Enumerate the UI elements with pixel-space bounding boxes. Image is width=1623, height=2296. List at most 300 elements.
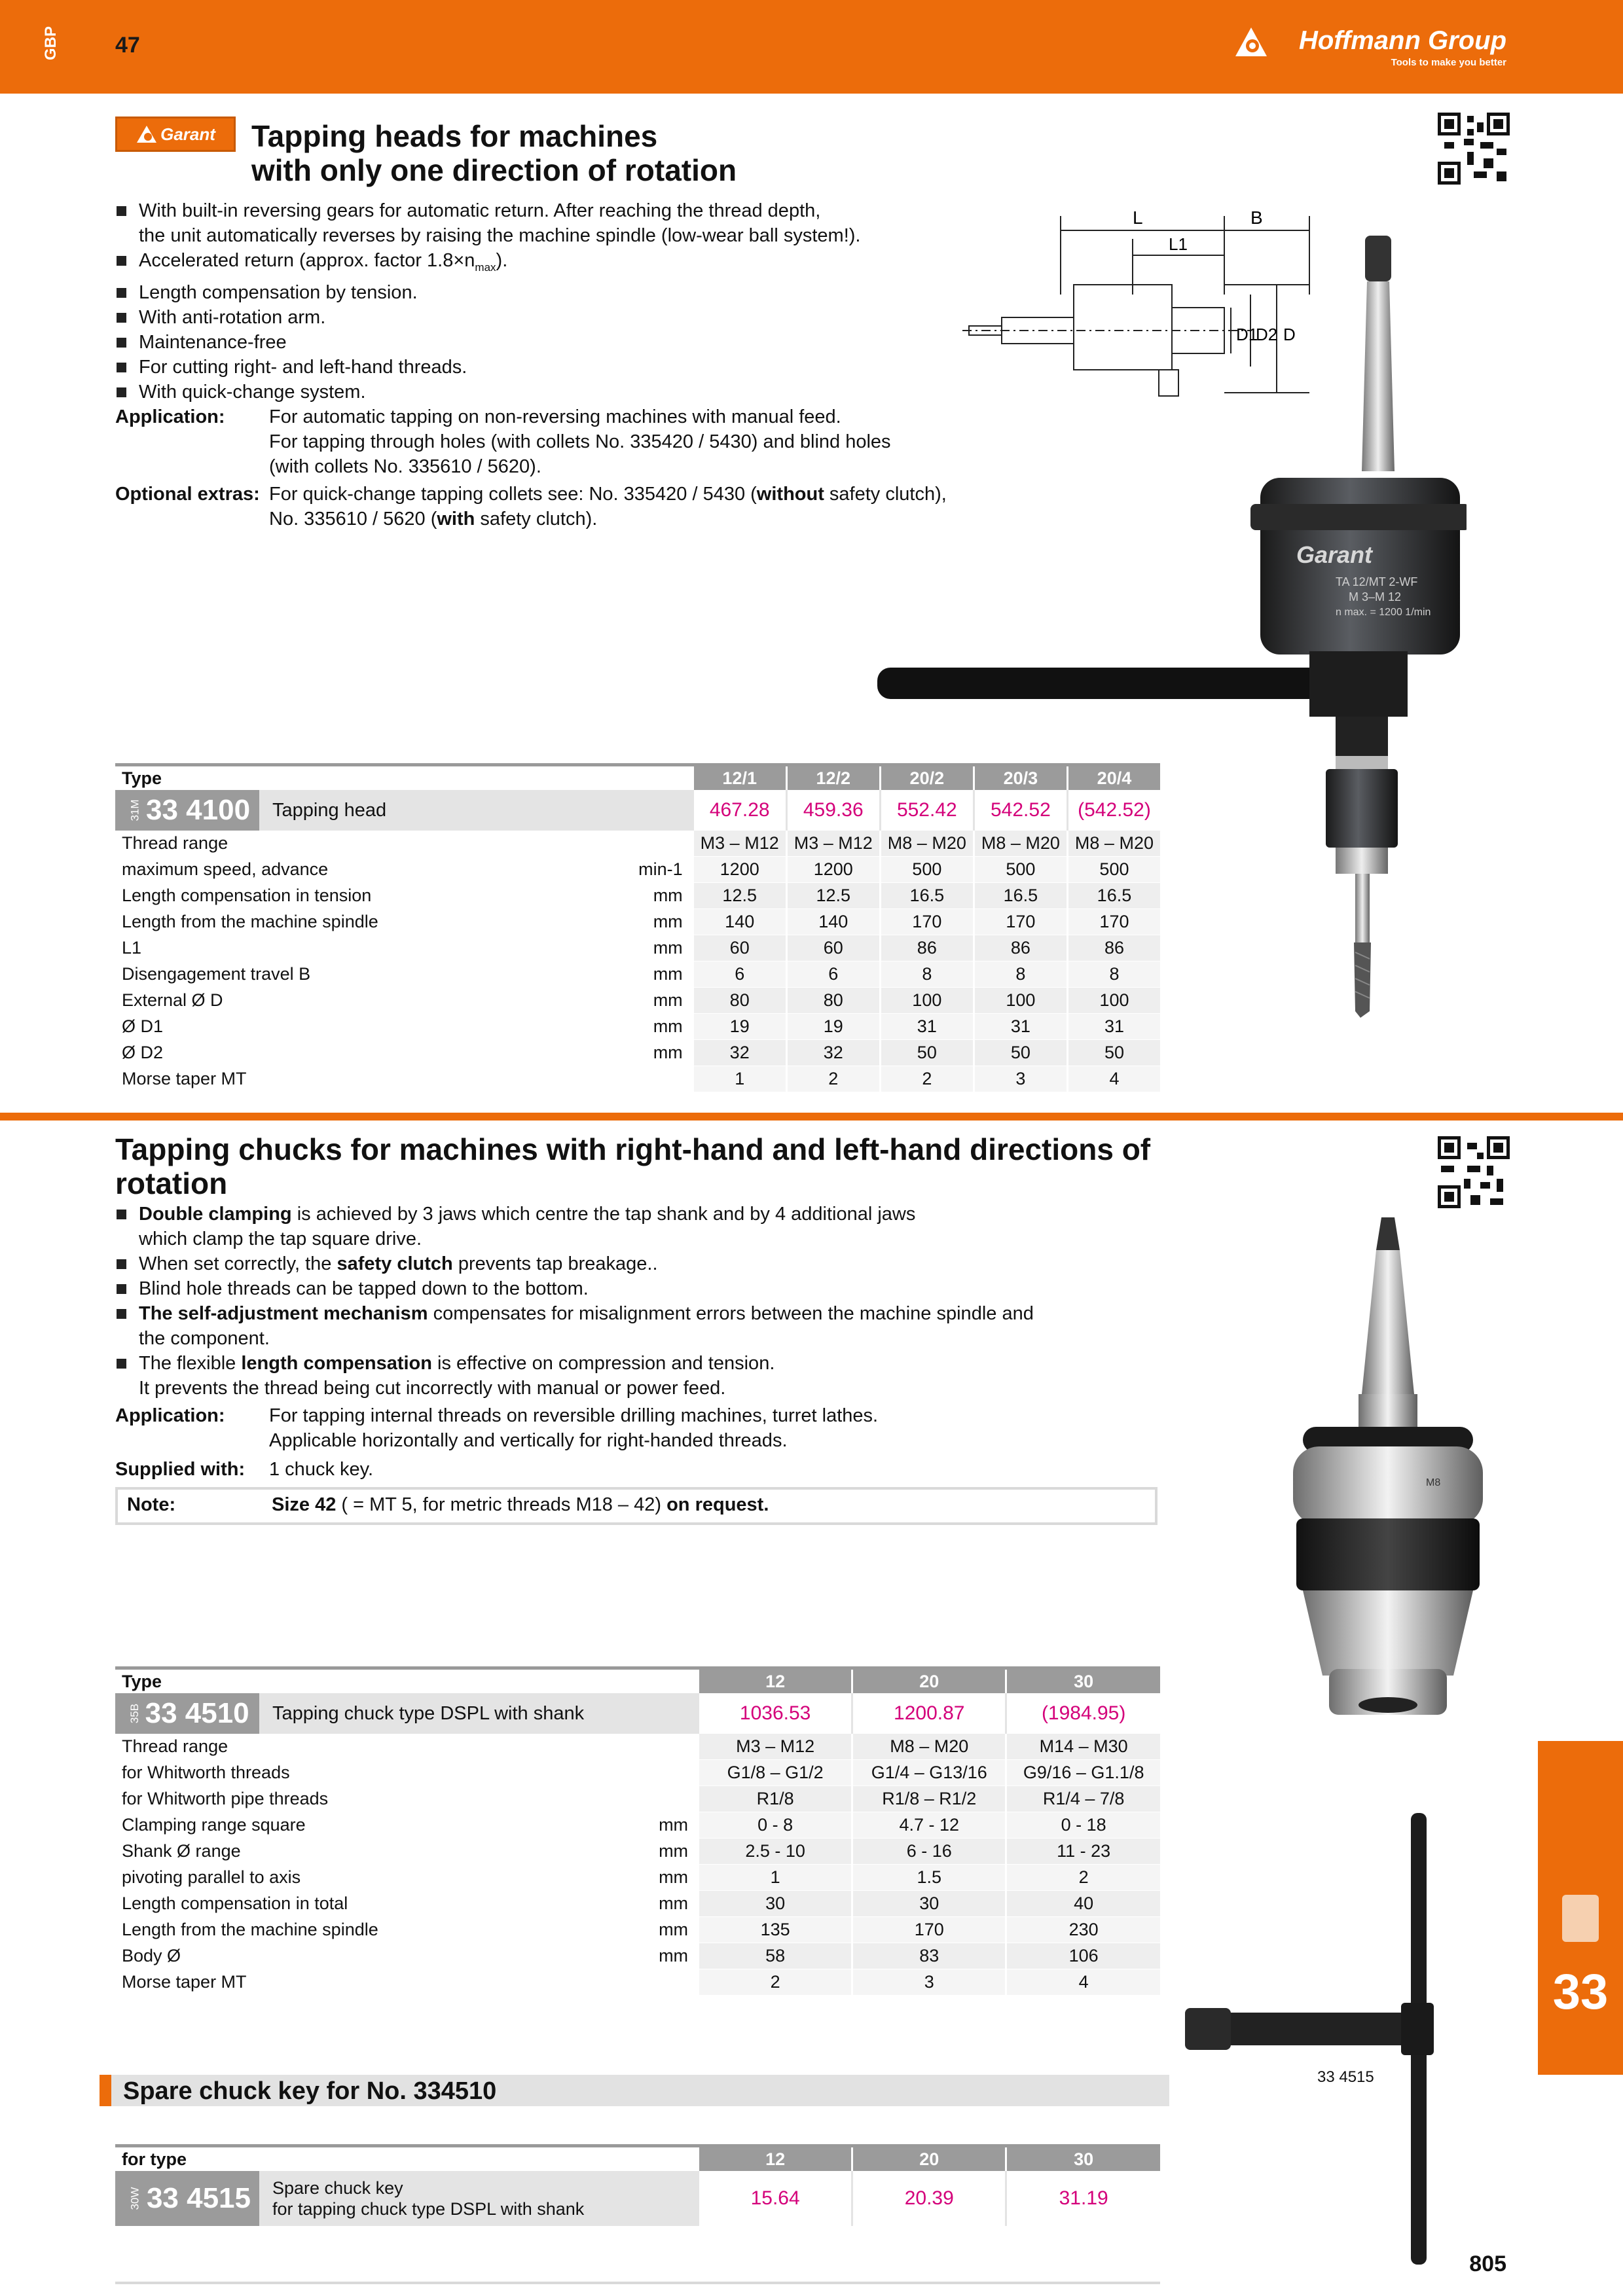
cell-value: R1/8 – R1/2 xyxy=(852,1786,1006,1812)
table-row xyxy=(115,1917,1160,1943)
cell-value: 80 xyxy=(786,988,880,1014)
column-header: 20 xyxy=(852,2146,1006,2172)
cell-value: 31 xyxy=(1067,1014,1160,1040)
application-label: Application: xyxy=(115,406,225,427)
price: (1984.95) xyxy=(1006,1693,1160,1734)
cell-value: 6 xyxy=(693,961,786,988)
cell-value: 6 - 16 xyxy=(852,1839,1006,1865)
cell-value: 100 xyxy=(880,988,974,1014)
table-row xyxy=(115,831,1160,857)
price: 1200.87 xyxy=(852,1693,1006,1734)
table-row xyxy=(115,988,1160,1014)
cell-value: 2 xyxy=(786,1066,880,1092)
feature-item xyxy=(115,1251,1189,1276)
feature-text: is achieved by 3 jaws which centre the tap shank and by 4 additional jaws xyxy=(291,1204,916,1225)
cell-value: 1200 xyxy=(693,857,786,883)
qr-code-2 xyxy=(1438,1136,1510,1208)
engraving-line: TA 12/MT 2-WF xyxy=(1336,575,1418,588)
cell-value: 2 xyxy=(699,1969,852,1996)
article-code: 30W xyxy=(128,2187,141,2210)
side-code: GBP xyxy=(42,26,60,61)
column-header: 12/2 xyxy=(786,765,880,791)
cell-value: G1/8 – G1/2 xyxy=(699,1760,852,1786)
dim-label-d1: D1 xyxy=(1236,325,1258,344)
garant-logo-text: Garant xyxy=(160,124,215,144)
cell-value: M14 – M30 xyxy=(1006,1734,1160,1760)
cell-value: 230 xyxy=(1006,1917,1160,1943)
garant-mark-icon xyxy=(136,124,158,144)
table-row xyxy=(115,1812,1160,1839)
section2-title-line1: Tapping chucks for machines with right-hand and left-hand directions of xyxy=(115,1132,1151,1166)
extras-block xyxy=(115,482,966,531)
row-label: External Ø D xyxy=(115,988,531,1014)
article-number: 33 4100 xyxy=(146,794,251,826)
cell-value: 30 xyxy=(699,1891,852,1917)
row-unit xyxy=(534,1786,698,1812)
cell-value: 1 xyxy=(699,1865,852,1891)
cell-value: 500 xyxy=(880,857,974,883)
tapping-head-table xyxy=(115,763,1160,1092)
type-label: Type xyxy=(115,1668,699,1694)
feature-text-cont: the component. xyxy=(139,1328,270,1349)
article-number-box xyxy=(115,2171,259,2226)
table-row xyxy=(115,1040,1160,1066)
price: 467.28 xyxy=(693,790,786,831)
cell-value: 16.5 xyxy=(974,883,1067,909)
chuck-key-label: 33 4515 xyxy=(1317,2068,1374,2086)
column-header: 20/2 xyxy=(880,765,974,791)
row-unit xyxy=(531,1066,693,1092)
cell-value: 8 xyxy=(1067,961,1160,988)
application-line: For tapping internal threads on reversible drilling machines, turret lathes. xyxy=(269,1405,879,1426)
spec-rows xyxy=(115,1734,1160,1996)
extras-line xyxy=(269,482,947,507)
row-label: for Whitworth threads xyxy=(115,1760,534,1786)
tapping-chuck-image xyxy=(1283,1217,1506,1721)
feature-item xyxy=(115,1202,1189,1251)
note-mid: ( = MT 5, for metric threads M18 – 42) xyxy=(336,1494,667,1515)
supplied-label: Supplied with: xyxy=(115,1459,246,1480)
column-header: 20/4 xyxy=(1067,765,1160,791)
price: 31.19 xyxy=(1006,2171,1160,2226)
extras-line xyxy=(269,507,947,531)
cell-value: 19 xyxy=(693,1014,786,1040)
cell-value: 11 - 23 xyxy=(1006,1839,1160,1865)
price: 1036.53 xyxy=(699,1693,852,1734)
table-row xyxy=(115,1943,1160,1969)
article-cell xyxy=(115,790,693,831)
dim-label-d2: D2 xyxy=(1256,325,1278,344)
engraving-line: n max. = 1200 1/min xyxy=(1336,607,1431,618)
section1-title-line2: with only one direction of rotation xyxy=(251,153,737,187)
feature-item xyxy=(115,305,966,330)
type-label: for type xyxy=(115,2146,699,2172)
price: (542.52) xyxy=(1067,790,1160,831)
section2-title xyxy=(115,1132,1189,1200)
row-label: Clamping range square xyxy=(115,1812,534,1839)
dim-label-l: L xyxy=(1133,207,1143,228)
tap-chapter-icon xyxy=(1562,1895,1599,1942)
row-label: Length from the machine spindle xyxy=(115,909,531,935)
column-header: 12 xyxy=(699,1668,852,1694)
cell-value: M3 – M12 xyxy=(699,1734,852,1760)
cell-value: 6 xyxy=(786,961,880,988)
cell-value: 2 xyxy=(1006,1865,1160,1891)
row-unit xyxy=(534,1969,698,1996)
cell-value: 8 xyxy=(974,961,1067,988)
application-text xyxy=(269,404,891,479)
cell-value: 1 xyxy=(693,1066,786,1092)
cell-value: 19 xyxy=(786,1014,880,1040)
extras-part: safety clutch). xyxy=(475,508,598,529)
column-header: 20/3 xyxy=(974,765,1067,791)
article-cell xyxy=(115,2171,699,2226)
feature-text: When set correctly, the xyxy=(139,1253,337,1274)
feature-text: Length compensation by tension. xyxy=(139,281,418,303)
extras-text xyxy=(269,482,947,531)
feature-text: With anti-rotation arm. xyxy=(139,306,326,328)
feature-item xyxy=(115,1301,1189,1351)
row-unit: mm xyxy=(531,1014,693,1040)
note-label: Note: xyxy=(127,1494,176,1515)
article-code: 31M xyxy=(128,799,141,821)
row-unit: mm xyxy=(534,1917,698,1943)
table-row xyxy=(115,1734,1160,1760)
extras-bold: with xyxy=(437,508,475,529)
cell-value: 58 xyxy=(699,1943,852,1969)
cell-value: 170 xyxy=(852,1917,1006,1943)
feature-text-cont: which clamp the tap square drive. xyxy=(139,1229,422,1249)
cell-value: 50 xyxy=(974,1040,1067,1066)
garant-logo xyxy=(115,117,236,152)
note-box xyxy=(115,1487,1158,1525)
cell-value: 2.5 - 10 xyxy=(699,1839,852,1865)
row-unit: mm xyxy=(531,988,693,1014)
spec-rows xyxy=(115,831,1160,1092)
section1-title xyxy=(251,119,737,187)
feature-bold: Double clamping xyxy=(139,1204,292,1225)
feature-item xyxy=(115,1276,1189,1301)
spare-key-title: Spare chuck key for No. 334510 xyxy=(123,2077,497,2105)
cell-value: 32 xyxy=(786,1040,880,1066)
feature-bold: length compensation xyxy=(241,1353,432,1374)
supplied-text: 1 chuck key. xyxy=(269,1459,374,1480)
cell-value: 0 - 18 xyxy=(1006,1812,1160,1839)
type-label: Type xyxy=(115,765,693,791)
cell-value: 135 xyxy=(699,1917,852,1943)
row-label: Shank Ø range xyxy=(115,1839,534,1865)
table-row xyxy=(115,1066,1160,1092)
tapping-chuck-table xyxy=(115,1666,1160,1996)
price: 552.42 xyxy=(880,790,974,831)
row-label: Body Ø xyxy=(115,1943,534,1969)
page-number-bottom: 805 xyxy=(1469,2251,1506,2276)
row-unit xyxy=(534,1734,698,1760)
row-unit: mm xyxy=(531,935,693,961)
cell-value: 16.5 xyxy=(1067,883,1160,909)
feature-text: prevents tap breakage.. xyxy=(452,1253,658,1274)
feature-text: The flexible xyxy=(139,1353,242,1374)
row-label: Length compensation in tension xyxy=(115,883,531,909)
extras-part: For quick-change tapping collets see: No. 335420 / 5430 ( xyxy=(269,483,757,505)
price: 15.64 xyxy=(699,2171,852,2226)
table-row xyxy=(115,857,1160,883)
cell-value: 86 xyxy=(1067,935,1160,961)
qr-code-icon xyxy=(1438,113,1510,185)
cell-value: 3 xyxy=(852,1969,1006,1996)
article-row xyxy=(115,2171,1160,2226)
note-line xyxy=(127,1492,1155,1517)
row-label: Ø D1 xyxy=(115,1014,531,1040)
cell-value: 100 xyxy=(1067,988,1160,1014)
cell-value: 60 xyxy=(786,935,880,961)
section-separator xyxy=(0,1113,1623,1121)
cell-value: 106 xyxy=(1006,1943,1160,1969)
cell-value: 12.5 xyxy=(786,883,880,909)
feature-list xyxy=(115,198,966,404)
brand-name: Hoffmann Group xyxy=(1298,26,1506,55)
price: 459.36 xyxy=(786,790,880,831)
feature-list-2 xyxy=(115,1202,1189,1401)
row-unit: mm xyxy=(534,1865,698,1891)
row-label: Morse taper MT xyxy=(115,1066,531,1092)
cell-value: 83 xyxy=(852,1943,1006,1969)
cell-value: 60 xyxy=(693,935,786,961)
cell-value: M8 – M20 xyxy=(852,1734,1006,1760)
dim-label-b: B xyxy=(1250,207,1263,228)
article-cell xyxy=(115,1693,699,1734)
feature-text: Blind hole threads can be tapped down to the bottom. xyxy=(139,1278,589,1299)
cell-value: 40 xyxy=(1006,1891,1160,1917)
feature-text: compensates for misalignment errors between the machine spindle and xyxy=(428,1303,1034,1324)
cell-value: 80 xyxy=(693,988,786,1014)
cell-value: 30 xyxy=(852,1891,1006,1917)
article-number-box xyxy=(115,1693,259,1734)
cell-value: M8 – M20 xyxy=(880,831,974,857)
extras-bold: without xyxy=(756,483,824,505)
cell-value: M3 – M12 xyxy=(693,831,786,857)
cell-value: M8 – M20 xyxy=(974,831,1067,857)
hoffmann-logo-icon xyxy=(1233,24,1269,60)
row-unit: min-1 xyxy=(531,857,693,883)
application-line: Applicable horizontally and vertically for right-handed threads. xyxy=(269,1430,788,1451)
dim-label-l1: L1 xyxy=(1169,234,1188,254)
feature-text: Accelerated return (approx. factor 1.8×n xyxy=(139,250,475,271)
table-row xyxy=(115,1839,1160,1865)
table-header-row xyxy=(115,1668,1160,1694)
cell-value: 50 xyxy=(1067,1040,1160,1066)
cell-value: 16.5 xyxy=(880,883,974,909)
column-header: 20 xyxy=(852,1668,1006,1694)
feature-text-end: ). xyxy=(496,250,508,271)
cell-value: 500 xyxy=(974,857,1067,883)
feature-text: For cutting right- and left-hand threads. xyxy=(139,356,467,378)
table-header-row xyxy=(115,2146,1160,2172)
table-header-row xyxy=(115,765,1160,791)
feature-text: is effective on compression and tension. xyxy=(432,1353,775,1374)
application-line: For tapping through holes (with collets No. 335420 / 5430) and blind holes xyxy=(269,431,891,452)
page-number-top: 47 xyxy=(115,33,140,58)
cell-value: 86 xyxy=(974,935,1067,961)
cell-value: 0 - 8 xyxy=(699,1812,852,1839)
cell-value: 1200 xyxy=(786,857,880,883)
cell-value: 140 xyxy=(693,909,786,935)
row-unit: mm xyxy=(531,1040,693,1066)
feature-item xyxy=(115,330,966,355)
cell-value: 4 xyxy=(1006,1969,1160,1996)
row-label: Ø D2 xyxy=(115,1040,531,1066)
article-number: 33 4510 xyxy=(145,1697,249,1729)
row-label: Thread range xyxy=(115,831,531,857)
note-bold: Size 42 xyxy=(272,1494,337,1515)
table-row xyxy=(115,1891,1160,1917)
feature-text-cont: It prevents the thread being cut incorrectly with manual or power feed. xyxy=(139,1378,726,1399)
row-unit: mm xyxy=(531,961,693,988)
row-unit xyxy=(531,831,693,857)
application-line: (with collets No. 335610 / 5620). xyxy=(269,456,541,477)
feature-text: With quick-change system. xyxy=(139,381,366,403)
table-row xyxy=(115,909,1160,935)
feature-text-cont: the unit automatically reverses by raising the machine spindle (low-wear ball system!). xyxy=(139,225,861,246)
cell-value: 3 xyxy=(974,1066,1067,1092)
row-label: for Whitworth pipe threads xyxy=(115,1786,534,1812)
row-unit: mm xyxy=(534,1812,698,1839)
article-number: 33 4515 xyxy=(146,2182,251,2214)
application-label: Application: xyxy=(115,1405,225,1426)
brand-slogan: Tools to make you better xyxy=(1391,57,1506,68)
row-label: Length from the machine spindle xyxy=(115,1917,534,1943)
cell-value: 8 xyxy=(880,961,974,988)
cell-value: R1/8 xyxy=(699,1786,852,1812)
cell-value: G9/16 – G1.1/8 xyxy=(1006,1760,1160,1786)
cell-value: M3 – M12 xyxy=(786,831,880,857)
cell-value: 100 xyxy=(974,988,1067,1014)
chapter-number: 33 xyxy=(1552,1964,1609,2020)
cell-value: R1/4 – 7/8 xyxy=(1006,1786,1160,1812)
article-code: 35B xyxy=(128,1703,141,1724)
article-desc: Tapping chuck type DSPL with shank xyxy=(272,1702,585,1724)
feature-item xyxy=(115,355,966,380)
column-header: 12 xyxy=(699,2146,852,2172)
row-label: Disengagement travel B xyxy=(115,961,531,988)
feature-text: Maintenance-free xyxy=(139,331,287,353)
feature-item xyxy=(115,380,966,404)
cell-value: 170 xyxy=(1067,909,1160,935)
feature-item xyxy=(115,1351,1189,1401)
row-unit: mm xyxy=(531,909,693,935)
application-text xyxy=(269,1403,878,1453)
application-line: For automatic tapping on non-reversing machines with manual feed. xyxy=(269,406,841,427)
article-desc-line: for tapping chuck type DSPL with shank xyxy=(272,2199,585,2219)
spare-key-table xyxy=(115,2144,1160,2226)
cell-value: 31 xyxy=(880,1014,974,1040)
price: 542.52 xyxy=(974,790,1067,831)
cell-value: 4 xyxy=(1067,1066,1160,1092)
table-row xyxy=(115,1760,1160,1786)
note-bold: on request. xyxy=(666,1494,769,1515)
row-unit xyxy=(534,1760,698,1786)
table-row xyxy=(115,1014,1160,1040)
cell-value: 2 xyxy=(880,1066,974,1092)
row-unit: mm xyxy=(534,1839,698,1865)
section2-features xyxy=(115,1202,1189,1482)
brand-block xyxy=(1299,26,1506,68)
feature-item xyxy=(115,248,966,280)
table-row xyxy=(115,935,1160,961)
row-label: maximum speed, advance xyxy=(115,857,531,883)
chapter-tab[interactable] xyxy=(1538,1741,1623,2075)
article-row xyxy=(115,790,1160,831)
column-header: 30 xyxy=(1006,2146,1160,2172)
chuck-key-image xyxy=(1185,1813,1512,2265)
row-unit: mm xyxy=(534,1943,698,1969)
note-text xyxy=(272,1492,769,1517)
row-unit: mm xyxy=(534,1891,698,1917)
feature-bold: The self-adjustment mechanism xyxy=(139,1303,428,1324)
table-row xyxy=(115,1786,1160,1812)
article-desc-line: Spare chuck key xyxy=(272,2178,403,2198)
extras-part: safety clutch), xyxy=(824,483,947,505)
row-label: Thread range xyxy=(115,1734,534,1760)
supplied-block xyxy=(115,1457,1189,1482)
row-unit: mm xyxy=(531,883,693,909)
section1-features xyxy=(115,198,966,531)
row-label: Morse taper MT xyxy=(115,1969,534,1996)
row-label: Length compensation in total xyxy=(115,1891,534,1917)
section1-title-line1: Tapping heads for machines xyxy=(251,119,658,153)
application-block-2 xyxy=(115,1403,1189,1453)
nmax-subscript: max xyxy=(475,260,496,274)
row-label: L1 xyxy=(115,935,531,961)
cell-value: 1.5 xyxy=(852,1865,1006,1891)
article-number-box xyxy=(115,790,259,831)
table-row xyxy=(115,883,1160,909)
cell-value: 140 xyxy=(786,909,880,935)
chuck-marking: M8 xyxy=(1426,1477,1441,1488)
column-header: 12/1 xyxy=(693,765,786,791)
section2-title-line2: rotation xyxy=(115,1166,228,1200)
application-block xyxy=(115,404,966,479)
cell-value: 170 xyxy=(880,909,974,935)
cell-value: 31 xyxy=(974,1014,1067,1040)
cell-value: 4.7 - 12 xyxy=(852,1812,1006,1839)
cell-value: 170 xyxy=(974,909,1067,935)
engraving-brand: Garant xyxy=(1296,541,1373,568)
price: 20.39 xyxy=(852,2171,1006,2226)
qr-code-1 xyxy=(1438,113,1510,185)
cell-value: 86 xyxy=(880,935,974,961)
article-desc xyxy=(272,2178,584,2219)
feature-text: With built-in reversing gears for automatic return. After reaching the thread depth, xyxy=(139,200,821,221)
column-header: 30 xyxy=(1006,1668,1160,1694)
feature-item xyxy=(115,198,966,248)
cell-value: 500 xyxy=(1067,857,1160,883)
extras-label: Optional extras: xyxy=(115,483,260,505)
table-row xyxy=(115,1865,1160,1891)
row-label: pivoting parallel to axis xyxy=(115,1865,534,1891)
table-row xyxy=(115,961,1160,988)
extras-part: No. 335610 / 5620 ( xyxy=(269,508,437,529)
feature-bold: safety clutch xyxy=(337,1253,453,1274)
dim-label-d: D xyxy=(1283,325,1296,344)
cell-value: G1/4 – G13/16 xyxy=(852,1760,1006,1786)
table-bottom-rule xyxy=(115,2282,1160,2284)
cell-value: M8 – M20 xyxy=(1067,831,1160,857)
engraving-line: M 3–M 12 xyxy=(1349,590,1402,603)
article-row xyxy=(115,1693,1160,1734)
feature-item xyxy=(115,280,966,305)
cell-value: 50 xyxy=(880,1040,974,1066)
